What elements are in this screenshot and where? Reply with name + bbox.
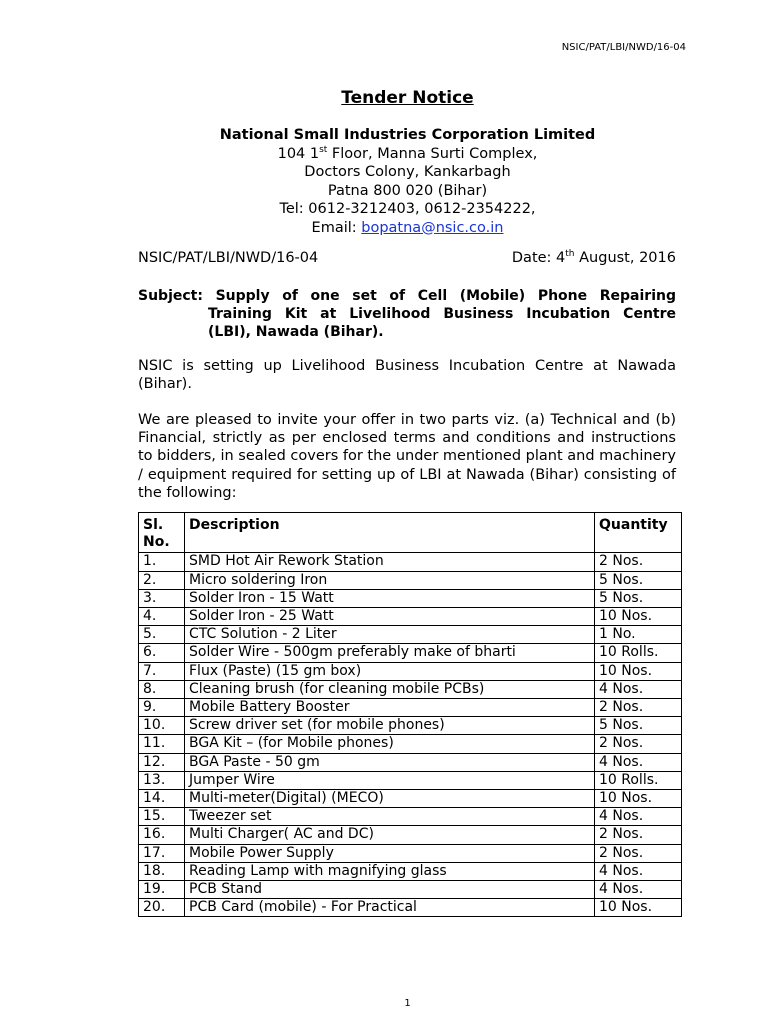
cell-description: CTC Solution - 2 Liter [185, 626, 595, 644]
cell-sl-no: 15. [139, 808, 185, 826]
cell-sl-no: 2. [139, 571, 185, 589]
table-row [139, 553, 682, 571]
table-row [139, 862, 682, 880]
table-header-row [139, 513, 682, 553]
reference-row [138, 250, 676, 266]
cell-quantity: 4 Nos. [595, 680, 682, 698]
cell-sl-no: 1. [139, 553, 185, 571]
cell-description: Solder Iron - 15 Watt [185, 589, 595, 607]
items-table [138, 512, 682, 917]
subject [138, 287, 676, 341]
reference-number: NSIC/PAT/LBI/NWD/16-04 [138, 250, 319, 266]
subject-line-3: (LBI), Nawada (Bihar). [208, 324, 384, 340]
cell-description: Jumper Wire [185, 771, 595, 789]
table-row [139, 608, 682, 626]
header-sl-no: Sl. No. [139, 513, 185, 553]
cell-quantity: 4 Nos. [595, 753, 682, 771]
cell-description: BGA Paste - 50 gm [185, 753, 595, 771]
cell-sl-no: 4. [139, 608, 185, 626]
cell-sl-no: 12. [139, 753, 185, 771]
cell-description: Multi-meter(Digital) (MECO) [185, 790, 595, 808]
cell-quantity: 4 Nos. [595, 862, 682, 880]
header-quantity: Quantity [595, 513, 682, 553]
telephone: Tel: 0612-3212403, 0612-2354222, [279, 201, 536, 217]
organization-name: National Small Industries Corporation Limited [219, 127, 596, 143]
page-number: 1 [404, 998, 411, 1009]
cell-description: Flux (Paste) (15 gm box) [185, 662, 595, 680]
cell-quantity: 4 Nos. [595, 808, 682, 826]
cell-description: SMD Hot Air Rework Station [185, 553, 595, 571]
cell-sl-no: 16. [139, 826, 185, 844]
cell-description: Reading Lamp with magnifying glass [185, 862, 595, 880]
table-row [139, 735, 682, 753]
cell-quantity: 2 Nos. [595, 699, 682, 717]
cell-quantity: 10 Nos. [595, 899, 682, 917]
subject-line-2: Training Kit at Livelihood Business Incubation Centre [208, 306, 676, 322]
email-line: Email: bopatna@nsic.co.in [311, 219, 504, 236]
cell-quantity: 2 Nos. [595, 735, 682, 753]
notice-date: Date: 4th August, 2016 [511, 249, 676, 266]
cell-description: Tweezer set [185, 808, 595, 826]
cell-sl-no: 8. [139, 680, 185, 698]
header-description: Description [185, 513, 595, 553]
cell-quantity: 2 Nos. [595, 826, 682, 844]
cell-sl-no: 5. [139, 626, 185, 644]
table-row [139, 771, 682, 789]
address-block [0, 126, 770, 237]
cell-sl-no: 18. [139, 862, 185, 880]
cell-quantity: 2 Nos. [595, 553, 682, 571]
cell-sl-no: 9. [139, 699, 185, 717]
table-row [139, 717, 682, 735]
cell-sl-no: 13. [139, 771, 185, 789]
table-row [139, 589, 682, 607]
address-line-1: 104 1st Floor, Manna Surti Complex, [277, 144, 538, 162]
table-row [139, 753, 682, 771]
cell-description: Screw driver set (for mobile phones) [185, 717, 595, 735]
cell-sl-no: 7. [139, 662, 185, 680]
intro-paragraph: NSIC is setting up Livelihood Business Incubation Centre at Nawada (Bihar). [138, 358, 676, 393]
cell-sl-no: 6. [139, 644, 185, 662]
cell-quantity: 5 Nos. [595, 571, 682, 589]
table-row [139, 571, 682, 589]
cell-sl-no: 17. [139, 844, 185, 862]
table-row [139, 826, 682, 844]
cell-description: PCB Stand [185, 881, 595, 899]
cell-quantity: 10 Rolls. [595, 771, 682, 789]
cell-description: Cleaning brush (for cleaning mobile PCBs) [185, 680, 595, 698]
address-line-3: Patna 800 020 (Bihar) [327, 182, 488, 199]
cell-sl-no: 19. [139, 881, 185, 899]
header-reference: NSIC/PAT/LBI/NWD/16-04 [561, 42, 686, 53]
subject-line-1: Subject: Supply of one set of Cell (Mobile) Phone Repairing [138, 288, 676, 304]
address-line-2: Doctors Colony, Kankarbagh [304, 164, 511, 180]
page-title: Tender Notice [341, 88, 474, 108]
table-row [139, 626, 682, 644]
cell-sl-no: 20. [139, 899, 185, 917]
table-row [139, 899, 682, 917]
table-row [139, 844, 682, 862]
table-row [139, 790, 682, 808]
table-row [139, 881, 682, 899]
cell-sl-no: 14. [139, 790, 185, 808]
table-row [139, 699, 682, 717]
invitation-paragraph: We are pleased to invite your offer in two parts viz. (a) Technical and (b) Financial, strictly as per enclosed terms and conditions and instructions to bidders, in sealed covers for the under mentioned plant and machinery / equipment required for setting up of LBI at Nawada (Bihar) consisting of the following: [138, 412, 677, 501]
cell-description: BGA Kit – (for Mobile phones) [185, 735, 595, 753]
cell-description: Solder Iron - 25 Watt [185, 608, 595, 626]
table-row [139, 644, 682, 662]
cell-quantity: 1 No. [595, 626, 682, 644]
cell-description: PCB Card (mobile) - For Practical [185, 899, 595, 917]
cell-sl-no: 10. [139, 717, 185, 735]
cell-quantity: 10 Nos. [595, 662, 682, 680]
cell-description: Mobile Power Supply [185, 844, 595, 862]
cell-description: Micro soldering Iron [185, 571, 595, 589]
cell-sl-no: 11. [139, 735, 185, 753]
cell-quantity: 4 Nos. [595, 881, 682, 899]
cell-quantity: 10 Nos. [595, 790, 682, 808]
cell-description: Solder Wire - 500gm preferably make of bharti [185, 644, 595, 662]
cell-quantity: 5 Nos. [595, 717, 682, 735]
cell-sl-no: 3. [139, 589, 185, 607]
cell-description: Multi Charger( AC and DC) [185, 826, 595, 844]
table-row [139, 680, 682, 698]
cell-quantity: 5 Nos. [595, 589, 682, 607]
cell-description: Mobile Battery Booster [185, 699, 595, 717]
email-link[interactable]: bopatna@nsic.co.in [361, 219, 504, 236]
table-row [139, 808, 682, 826]
table-row [139, 662, 682, 680]
cell-quantity: 2 Nos. [595, 844, 682, 862]
cell-quantity: 10 Nos. [595, 608, 682, 626]
cell-quantity: 10 Rolls. [595, 644, 682, 662]
